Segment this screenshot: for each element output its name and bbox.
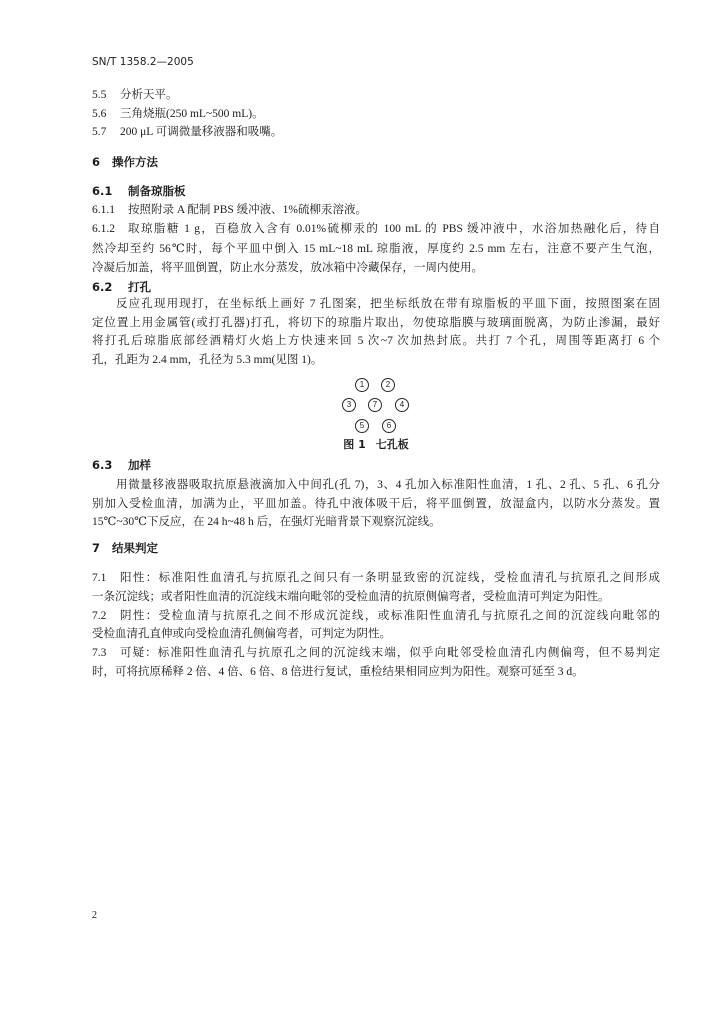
clause-6-3-heading: [92, 457, 660, 473]
section-number: 6: [92, 155, 101, 169]
clause-6-2-line-4: 孔，孔距为 2.4 mm，孔径为 5.3 mm(见图 1)。: [92, 354, 323, 366]
clause-number: 7.1: [92, 572, 107, 584]
section-7-heading: [92, 540, 660, 556]
clause-number: 7.2: [92, 610, 107, 622]
clause-6-2-heading: [92, 279, 660, 295]
clause-number: 6.2: [92, 280, 113, 294]
clause-5-5: [92, 87, 660, 103]
clause-6-1-heading: [92, 183, 660, 199]
clause-7-1-line-1: [92, 570, 660, 586]
clause-text: 阴性：受检血清与抗原孔之间不形成沉淀线，或标准阳性血清孔与抗原孔之间的沉淀线向毗邻的: [120, 610, 660, 622]
clause-7-3-line-2: 时，可将抗原稀释 2 倍、4 倍、6 倍、8 倍进行复试，重检结果相同应判为阳性。观察可延至 3 d。: [92, 666, 584, 678]
clause-6-2-line-1: 反应孔现用现打，在坐标纸上画好 7 孔图案，把坐标纸放在带有琼脂板的平皿下面，按照图案在固: [116, 298, 660, 310]
clause-title: 制备琼脂板: [128, 184, 186, 198]
hole-6: 6: [382, 419, 396, 433]
clause-6-3-line-1: 用微量移液器吸取抗原悬液滴加入中间孔(孔 7)，3、4 孔加入标准阳性血清，1 孔、2 孔、5 孔、6 孔分: [116, 479, 660, 491]
section-number: 7: [92, 541, 101, 555]
clause-text: 可疑：标准阳性血清孔与抗原孔之间的沉淀线末端，似乎向毗邻受检血清孔内侧偏弯，但不易判定: [120, 647, 660, 659]
clause-7-3-line-1: [92, 645, 660, 661]
figure-label: 图 1: [343, 438, 366, 451]
clause-5-6: [92, 106, 660, 122]
hole-5: 5: [355, 419, 369, 433]
clause-6-2-line-3: 将打孔后琼脂底部经酒精灯火焰上方快速来回 5 次~7 次加热封底。共打 7 个孔，周围等距离打 6 个: [92, 335, 660, 347]
clause-number: 7.3: [92, 647, 107, 659]
clause-text: 取琼脂糖 1 g，百稳放入含有 0.01%硫柳汞的 100 mL 的 PBS 缓冲液中，水浴加热融化后，待自: [128, 223, 660, 235]
clause-6-1-1: [92, 202, 660, 218]
section-title: 操作方法: [112, 155, 158, 169]
clause-title: 打孔: [128, 280, 151, 294]
clause-number: 6.1: [92, 184, 113, 198]
clause-text: 阳性：标准阳性血清孔与抗原孔之间只有一条明显致密的沉淀线，受检血清孔与抗原孔之间形成: [120, 572, 660, 584]
figure-caption: [92, 437, 660, 453]
clause-7-1-line-2: 一条沉淀线；或者阳性血清的沉淀线末端向毗邻的受检血清的抗原侧偏弯者，受检血清可判定为阳性。: [92, 591, 610, 603]
clause-number: 5.6: [92, 108, 107, 120]
hole-3: 3: [342, 398, 356, 412]
clause-text: 200 μL 可调微量移液器和吸嘴。: [120, 126, 283, 138]
clause-6-1-2-line-3: 冷凝后加盖，将平皿倒置，防止水分蒸发，放冰箱中冷藏保存，一周内使用。: [92, 262, 483, 274]
clause-6-3-line-3: 15℃~30℃下反应，在 24 h~48 h 后，在强灯光暗背景下观察沉淀线。: [92, 516, 441, 528]
clause-number: 6.1.2: [92, 223, 115, 235]
hole-4: 4: [395, 398, 409, 412]
clause-6-2-line-2: 定位置上用金属管(或打孔器)打孔，将切下的琼脂片取出，勿使琼脂膜与玻璃面脱离，为防止渗漏，最好: [92, 317, 660, 329]
section-6-heading: [92, 154, 660, 170]
clause-number: 5.5: [92, 89, 107, 101]
figure-title: 七孔板: [375, 438, 409, 451]
clause-number: 6.1.1: [92, 204, 115, 216]
clause-6-3-line-2: 别加入受检血清，加满为止，平皿加盖。待孔中液体吸干后，将平皿倒置，放湿盒内，以防水分蒸发。置: [92, 498, 660, 510]
hole-2: 2: [381, 378, 395, 392]
clause-text: 分析天平。: [120, 89, 178, 101]
clause-5-7: [92, 124, 660, 140]
clause-7-2-line-2: 受检血清孔直伸或向受检血清孔侧偏弯者，可判定为阴性。: [92, 628, 391, 640]
clause-text: 三角烧瓶(250 mL~500 mL)。: [120, 108, 264, 120]
page-number: 2: [92, 910, 97, 921]
clause-number: 6.3: [92, 458, 113, 472]
clause-number: 5.7: [92, 126, 107, 138]
section-title: 结果判定: [112, 541, 158, 555]
hole-7: 7: [368, 398, 382, 412]
clause-7-2-line-1: [92, 608, 660, 624]
clause-title: 加样: [128, 458, 151, 472]
standard-number-header: SN/T 1358.2—2005: [92, 56, 194, 68]
clause-text: 按照附录 A 配制 PBS 缓冲液、1%硫柳汞溶液。: [128, 204, 367, 216]
clause-6-1-2-line-1: [92, 221, 660, 237]
hole-1: 1: [355, 378, 369, 392]
clause-6-1-2-line-2: 然冷却至约 56℃时，每个平皿中倒入 15 mL~18 mL 琼脂液，厚度约 2.5 mm 左右，注意不要产生气泡，: [92, 243, 660, 255]
